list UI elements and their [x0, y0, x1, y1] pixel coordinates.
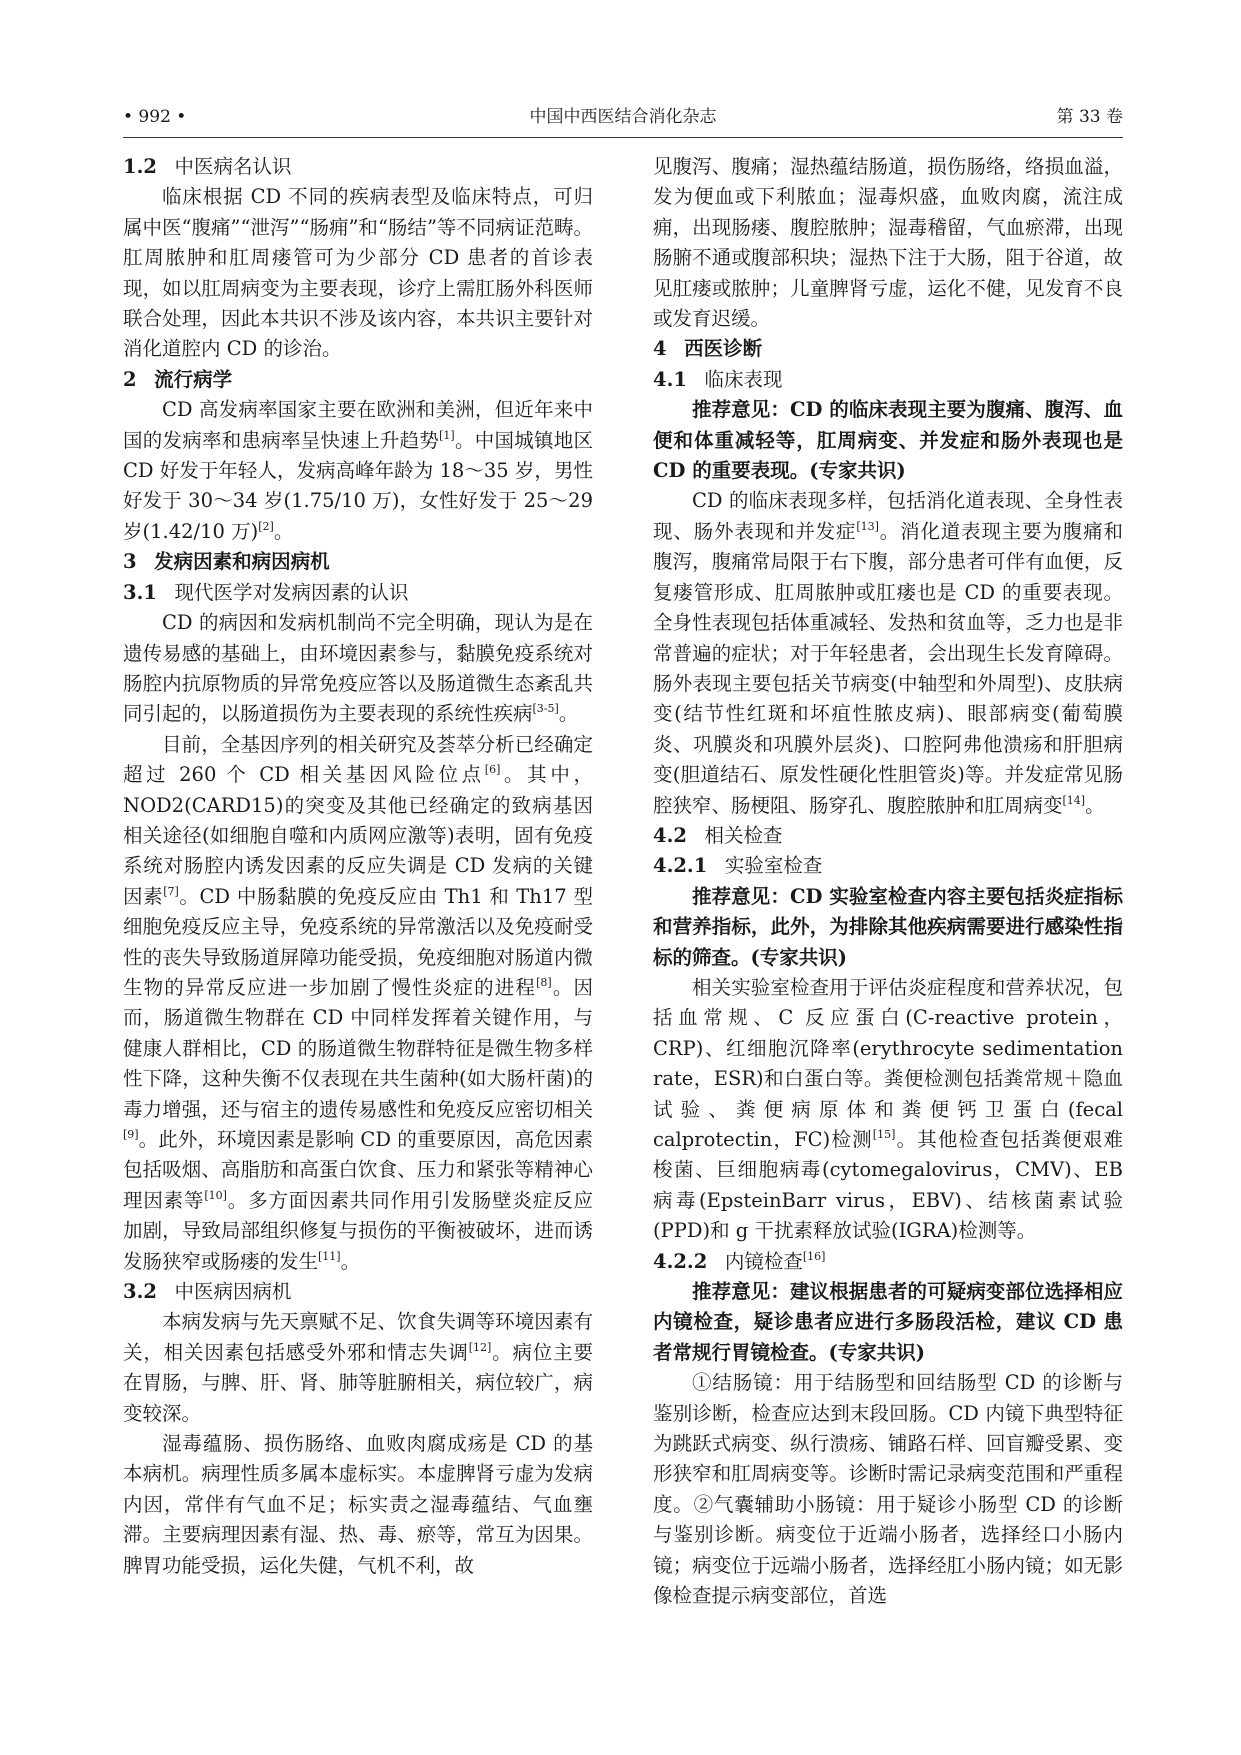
- paragraph: CD 的临床表现多样，包括消化道表现、全身性表现、肠外表现和并发症[13]。消化道表现主要为腹痛和腹泻，腹痛常局限于右下腹，部分患者可伴有血便，反复瘘管形成、肛周脓肿或肛瘘也是 CD 的重要表现。全身性表现包括体重减轻、发热和贫血等，乏力也是非常普遍的症状；对于年轻患者，会出现生长发育障碍。肠外表现主要包括关节病变(中轴型和外周型)、皮肤病变(结节性红斑和坏疽性脓皮病)、眼部病变(葡萄膜炎、巩膜炎和巩膜外层炎)、口腔阿弗他溃疡和肝胆病变(胆道结石、原发性硬化性胆管炎)等。并发症常见肠腔狭窄、肠梗阻、肠穿孔、腹腔脓肿和肛周病变[14]。: [653, 489, 1123, 817]
- heading-2: 2 流行病学: [123, 367, 233, 391]
- paragraph: 相关实验室检查用于评估炎症程度和营养状况，包括血常规、C 反应蛋白(C-reactive protein，CRP)、红细胞沉降率(erythrocyte sedimentation rate，ESR)和白蛋白等。粪便检测包括粪常规＋隐血试验、粪便病原体和粪便钙卫蛋白(fecal calprotectin，FC)检测[15]。其他检查包括粪便艰难梭菌、巨细胞病毒(cytomegalovirus，CMV)、EB 病毒(EpsteinBarr virus，EBV)、结核菌素试验(PPD)和 g 干扰素释放试验(IGRA)检测等。: [653, 975, 1123, 1243]
- right-column: [653, 152, 1123, 1712]
- paragraph: 湿毒蕴肠、损伤肠络、血败肉腐成疡是 CD 的基本病机。病理性质多属本虚标实。本虚脾肾亏虚为发病内因，常伴有气血不足；标实责之湿毒蕴结、气血壅滞。主要病理因素有湿、热、毒、瘀等，常互为因果。脾胃功能受损，运化失健，气机不利，故: [123, 1432, 593, 1577]
- paragraph: 临床根据 CD 不同的疾病表型及临床特点，可归属中医“腹痛”“泄泻”“肠痈”和“肠结”等不同病证范畴。肛周脓肿和肛周瘘管可为少部分 CD 患者的首诊表现，如以肛周病变为主要表现，诊疗上需肛肠外科医师联合处理，因此本共识不涉及该内容，本共识主要针对消化道腔内 CD 的诊治。: [123, 185, 593, 361]
- paragraph: ①结肠镜：用于结肠型和回结肠型 CD 的诊断与鉴别诊断，检查应达到末段回肠。CD 内镜下典型特征为跳跃式病变、纵行溃疡、铺路石样、回盲瓣受累、变形狭窄和肛周病变等。诊断时需记录病变范围和严重程度。②气囊辅助小肠镜：用于疑诊小肠型 CD 的诊断与鉴别诊断。病变位于近端小肠者，选择经口小肠内镜；病变位于远端小肠者，选择经肛小肠内镜；如无影像检查提示病变部位，首选: [653, 1371, 1123, 1608]
- citation: [14]: [1062, 793, 1086, 807]
- citation: [15]: [872, 1128, 896, 1141]
- heading-3-1: 3.1 现代医学对发病因素的认识: [123, 580, 409, 604]
- header-rule: [123, 137, 1123, 138]
- heading-3: 3 发病因素和病因病机: [123, 550, 330, 574]
- volume-label: 第 33 卷: [1056, 107, 1123, 127]
- journal-title: 中国中西医结合消化杂志: [529, 107, 717, 127]
- recommendation: 推荐意见：建议根据患者的可疑病变部位选择相应内镜检查，疑诊患者应进行多肠段活检，建议 CD 患者常规行胃镜检查。(专家共识): [653, 1280, 1123, 1364]
- paragraph: CD 高发病率国家主要在欧洲和美洲，但近年来中国的发病率和患病率呈快速上升趋势[1]。中国城镇地区 CD 好发于年轻人，发病高峰年龄为 18～35 岁，男性好发于 30～34 岁(1.75/10 万)，女性好发于 25～29 岁(1.42/10 万)[2]。: [123, 398, 593, 543]
- citation: [1]: [439, 428, 455, 442]
- recommendation: 推荐意见：CD 实验室检查内容主要包括炎症指标和营养指标，此外，为排除其他疾病需要进行感染性指标的筛查。(专家共识): [653, 884, 1123, 969]
- heading-1-2: 1.2 中医病名认识: [123, 155, 292, 178]
- heading-4-2-1: 4.2.1 实验室检查: [653, 854, 823, 878]
- citation: [7]: [163, 884, 179, 898]
- citation: [8]: [536, 975, 552, 989]
- paragraph: 目前，全基因序列的相关研究及荟萃分析已经确定超过 260 个 CD 相关基因风险位点[6]。其中，NOD2(CARD15)的突变及其他已经确定的致病基因相关途径(如细胞自噬和内质网应激等)表明，固有免疫系统对肠腔内诱发因素的反应失调是 CD 发病的关键因素[7]。CD 中肠黏膜的免疫反应由 Th1 和 Th17 型细胞免疫反应主导，免疫系统的异常激活以及免疫耐受性的丧失导致肠道屏障功能受损，免疫细胞对肠道内微生物的异常反应进一步加剧了慢性炎症的进程[8]。因而，肠道微生物群在 CD 中同样发挥着关键作用，与健康人群相比，CD 的肠道微生物群特征是微生物多样性下降，这种失衡不仅表现在共生菌种(如大肠杆菌)的毒力增强，还与宿主的遗传易感性和免疫反应密切相关[9]。此外，环境因素是影响 CD 的重要原因，高危因素包括吸烟、高脂肪和高蛋白饮食、压力和紧张等精神心理因素等[10]。多方面因素共同作用引发肠壁炎症反应加剧，导致局部组织修复与损伤的平衡被破坏，进而诱发肠狭窄或肠瘘的发生[11]。: [123, 732, 593, 1273]
- citation: [10]: [204, 1188, 227, 1202]
- citation: [2]: [258, 519, 274, 533]
- paragraph: 本病发病与先天禀赋不足、饮食失调等环境因素有关，相关因素包括感受外邪和情志失调[12]。病位主要在胃肠，与脾、肝、肾、肺等脏腑相关，病位较广，病变较深。: [123, 1310, 593, 1425]
- page-number: • 992 •: [123, 107, 187, 127]
- running-header: [123, 100, 1123, 134]
- citation: [13]: [856, 519, 879, 533]
- recommendation: 推荐意见：CD 的临床表现主要为腹痛、腹泻、血便和体重减轻等，肛周病变、并发症和肠外表现也是 CD 的重要表现。(专家共识): [653, 398, 1123, 483]
- citation: [6]: [484, 763, 501, 777]
- heading-4-1: 4.1 临床表现: [653, 367, 783, 391]
- citation: [16]: [802, 1249, 826, 1263]
- heading-3-2: 3.2 中医病因病机: [123, 1280, 292, 1304]
- paragraph: CD 的病因和发病机制尚不完全明确，现认为是在遗传易感的基础上，由环境因素参与，黏膜免疫系统对肠腔内抗原物质的异常免疫应答以及肠道微生态紊乱共同引起的，以肠道损伤为主要表现的系统性疾病[3-5]。: [123, 611, 593, 726]
- citation: [3-5]: [532, 702, 559, 716]
- citation: [11]: [318, 1249, 341, 1263]
- citation: [12]: [468, 1340, 492, 1354]
- left-column: [123, 152, 593, 1712]
- citation: [9]: [123, 1128, 139, 1141]
- heading-4-2: 4.2 相关检查: [653, 823, 783, 847]
- paragraph-continued: 见腹泻、腹痛；湿热蕴结肠道，损伤肠络，络损血溢，发为便血或下利脓血；湿毒炽盛，血败肉腐，流注成痈，出现肠瘘、腹腔脓肿；湿毒稽留，气血瘀滞，出现肠腑不通或腹部积块；湿热下注于大肠，阻于谷道，故见肛瘘或脓肿；儿童脾肾亏虚，运化不健，见发育不良或发育迟缓。: [653, 155, 1123, 331]
- heading-4-2-2: 4.2.2 内镜检查[16]: [653, 1249, 826, 1273]
- heading-4: 4 西医诊断: [653, 337, 763, 361]
